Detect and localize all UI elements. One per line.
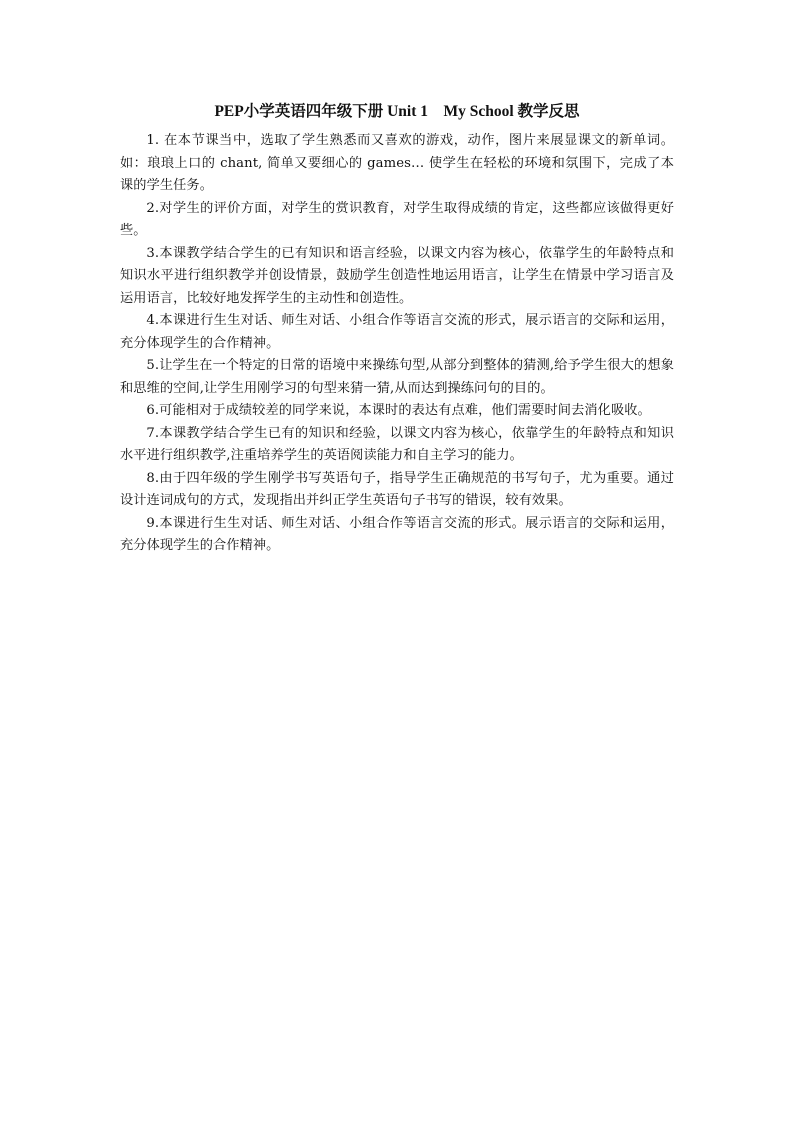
paragraph-2: 2.对学生的评价方面，对学生的赏识教育，对学生取得成绩的肯定，这些都应该做得更好些。 bbox=[120, 200, 674, 238]
paragraph-8: 8.由于四年级的学生刚学书写英语句子，指导学生正确规范的书写句子，尤为重要。通过设计连词成句的方式，发现指出并纠正学生英语句子书写的错误，较有效果。 bbox=[120, 470, 674, 508]
paragraph-7: 7.本课教学结合学生已有的知识和经验，以课文内容为核心，依靠学生的年龄特点和知识水平进行组织教学,注重培养学生的英语阅读能力和自主学习的能力。 bbox=[120, 425, 674, 463]
paragraph-5: 5.让学生在一个特定的日常的语境中来操练句型,从部分到整体的猜测,给予学生很大的想象和思维的空间,让学生用刚学习的句型来猜一猜,从而达到操练问句的目的。 bbox=[120, 358, 674, 396]
document-title: PEP小学英语四年级下册 Unit 1 My School 教学反思 bbox=[214, 103, 580, 120]
paragraph-9: 9.本课进行生生对话、师生对话、小组合作等语言交流的形式。展示语言的交际和运用，充分体现学生的合作精神。 bbox=[120, 515, 674, 553]
document-body bbox=[120, 130, 674, 558]
paragraph-1: 1. 在本节课当中，选取了学生熟悉而又喜欢的游戏，动作，图片来展显课文的新单词。如：琅琅上口的 chant, 简单又要细心的 games… 使学生在轻松的环境和氛围下，完成了本课的学生任务。 bbox=[120, 133, 674, 193]
paragraph-3: 3.本课教学结合学生的已有知识和语言经验，以课文内容为核心，依靠学生的年龄特点和知识水平进行组织教学并创设情景，鼓励学生创造性地运用语言，让学生在情景中学习语言及运用语言，比较好地发挥学生的主动性和创造性。 bbox=[120, 245, 674, 306]
paragraph-4: 4.本课进行生生对话、师生对话、小组合作等语言交流的形式，展示语言的交际和运用，充分体现学生的合作精神。 bbox=[120, 313, 674, 351]
document-page bbox=[120, 100, 674, 558]
paragraph-6: 6.可能相对于成绩较差的同学来说，本课时的表达有点难，他们需要时间去消化吸收。 bbox=[146, 403, 651, 418]
